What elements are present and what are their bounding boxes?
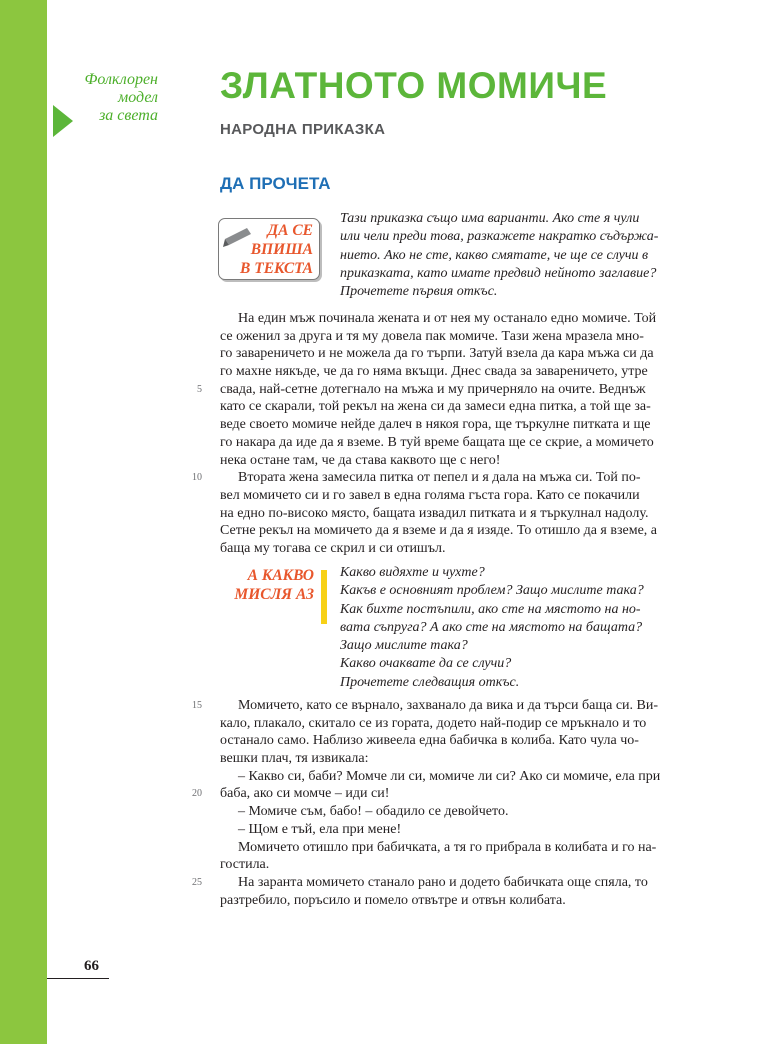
text-line [220, 434, 690, 452]
text-line [220, 856, 690, 874]
text-line-content: баба, ако си момче – иди си! [220, 786, 390, 802]
question-line: вата съпруга? А ако сте на мястото на бащата? [340, 619, 643, 635]
text-line [220, 732, 690, 750]
line-number: 15 [192, 700, 202, 711]
text-line-content: вел момичето си и го завел в една голяма гъста гора. Като се покачили [220, 487, 640, 503]
text-line-content: на едно по-високо място, бащата извадил питката и я търкулнал надолу. [220, 505, 649, 521]
section-label-line: за света [99, 107, 158, 124]
yellow-marker-bar [321, 570, 327, 624]
text-line [220, 540, 690, 558]
text-line [220, 328, 690, 346]
side-color-bar [0, 0, 47, 1044]
text-line [220, 768, 690, 786]
text-line [220, 715, 690, 733]
section-heading: ДА ПРОЧЕТА [220, 174, 331, 193]
question-line: Защо мислите така? [340, 638, 468, 654]
badge-line: ВПИША [250, 241, 313, 258]
text-line-content: като се скарали, той рекъл на жена си да замеси една питка, а той ще за- [220, 399, 651, 415]
badge-label [219, 221, 313, 278]
intro-line: приказката, като имате предвид нейното заглавие? [340, 265, 657, 281]
badge-line: В ТЕКСТА [240, 260, 313, 277]
text-line-content: Момичето отишло при бабичката, а тя го прибрала в колибата и го на- [238, 839, 657, 855]
line-number: 10 [192, 472, 202, 484]
text-line [220, 522, 690, 540]
write-in-text-badge [218, 218, 320, 280]
reflection-questions [340, 564, 644, 692]
section-label-line: модел [118, 89, 158, 106]
text-line-content: вешки плач, тя извикала: [220, 751, 369, 767]
think-label-line: А КАКВО [247, 567, 314, 584]
question-line: Как бихте постъпили, ако сте на мястото на но- [340, 601, 641, 617]
page-number-rule [47, 978, 109, 979]
text-line-content: гостила. [220, 857, 270, 873]
text-line-content: го накара да иде да я вземе. В туй време бащата ще се скрие, а момичето [220, 434, 654, 450]
text-line-content: Втората жена замесила питка от пепел и я дала на мъжа си. Той по- [238, 470, 641, 486]
text-line [220, 821, 690, 839]
page-title: ЗЛАТНОТО МОМИЧЕ [220, 65, 608, 106]
text-line-content: На заранта момичето станало рано и додето бабичката още спяла, то [238, 874, 648, 890]
text-line [192, 697, 690, 715]
line-number: 5 [197, 383, 202, 395]
text-line-content: го завареничето и не можела да го търпи. Затуй взела да кара мъжа си да [220, 346, 654, 362]
text-line [220, 363, 690, 381]
think-label [214, 566, 314, 604]
question-line: Прочетете следващия откъс. [340, 674, 520, 690]
text-line-content: останало само. Наблизо живеела една бабичка в колиба. Като чула чо- [220, 733, 639, 749]
text-line-content: веде своето момиче нейде далеч в някоя гора, ще търкулне питката и ще [220, 417, 651, 433]
intro-line: нието. Ако не сте, какво смятате, че ще се случи в [340, 247, 649, 263]
story-passage-2 [192, 697, 690, 909]
text-line [197, 381, 690, 399]
text-line [220, 398, 690, 416]
text-line-content: нека остане там, че да става каквото ще с него! [220, 452, 501, 468]
text-line [220, 839, 690, 857]
question-line: Какво видяхте и чухте? [340, 565, 485, 580]
think-label-line: МИСЛЯ АЗ [234, 586, 314, 603]
story-passage-1 [192, 310, 690, 558]
page-subtitle: НАРОДНА ПРИКАЗКА [220, 121, 386, 138]
text-line-content: баща му тогава се скрил и си отишъл. [220, 540, 446, 556]
text-line [220, 892, 690, 910]
section-label-line: Фолклорен [84, 71, 158, 88]
text-line-content: Момичето, като се върнало, захванало да вика и да търси баща си. Ви- [238, 698, 659, 713]
text-line-content: го махне някъде, че да го няма вкъщи. Днес свада за завареничето, утре [220, 364, 648, 380]
text-line-content: – Щом е тъй, ела при мене! [238, 821, 402, 837]
text-line [220, 310, 690, 328]
question-line: Какъв е основният проблем? Защо мислите така? [340, 583, 644, 599]
intro-line: или чели преди това, разкажете накратко съдържа- [340, 229, 659, 245]
badge-line: ДА СЕ [267, 222, 313, 239]
line-number: 20 [192, 788, 202, 800]
text-line [192, 874, 690, 892]
question-line: Какво очаквате да се случи? [340, 656, 512, 672]
text-line-content: се оженил за друга и тя му довела пак момиче. Тази жена мразела мно- [220, 328, 644, 344]
text-line [220, 345, 690, 363]
text-line-content: – Момиче съм, бабо! – обадило се девойчето. [238, 804, 509, 820]
text-line-content: – Какво си, баби? Момче ли си, момиче ли си? Ако си момиче, ела при [238, 768, 661, 784]
text-line [220, 452, 690, 470]
intro-instructions [340, 210, 680, 301]
text-line [220, 803, 690, 821]
text-line [220, 416, 690, 434]
text-line-content: свада, най-сетне дотегнало на мъжа и му причерняло на очите. Веднъж [220, 381, 646, 397]
line-number: 25 [192, 876, 202, 888]
text-line [220, 750, 690, 768]
text-line [192, 469, 690, 487]
intro-line: Тази приказка също има варианти. Ако сте я чули [340, 211, 640, 226]
intro-line: Прочетете първия откъс. [340, 284, 498, 300]
section-label [58, 71, 158, 125]
text-line-content: На един мъж починала жената и от нея му останало едно момиче. Той [238, 311, 657, 326]
text-line-content: Сетне рекъл на момичето да я вземе и да я изяде. То отишло да я вземе, а [220, 523, 658, 539]
text-line [220, 505, 690, 523]
text-line-content: кало, плакало, скитало се из гората, додето най-подир се мръкнало и то [220, 715, 647, 731]
page-number: 66 [84, 958, 99, 974]
text-line [192, 785, 690, 803]
text-line-content: разтребило, поръсило и помело отвътре и отвън колибата. [220, 892, 566, 908]
text-line [220, 487, 690, 505]
section-arrow-icon [53, 105, 73, 137]
